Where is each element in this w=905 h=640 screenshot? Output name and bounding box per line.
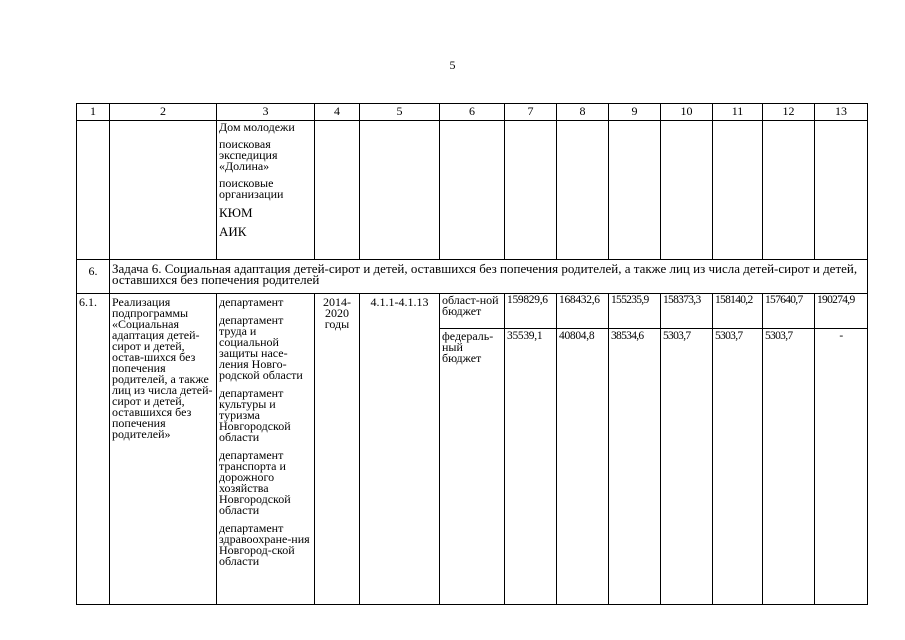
row-divider	[815, 328, 867, 329]
funding-value: 168432,6	[559, 294, 600, 306]
funding-value-cell	[505, 294, 557, 605]
header-cell: 4	[315, 104, 360, 121]
funding-value: 159829,6	[507, 294, 548, 306]
task-row	[77, 260, 868, 294]
funding-value: 155235,9	[611, 294, 649, 306]
header-cell: 11	[713, 104, 763, 121]
organization-item: поисковая экспедиция «Долина»	[219, 137, 278, 173]
funding-value: 5303,7	[765, 330, 793, 342]
row-divider	[713, 328, 762, 329]
funding-value-cell	[609, 294, 661, 605]
table-cell	[713, 121, 763, 260]
table-cell	[661, 121, 713, 260]
funding-value-cell	[815, 294, 868, 605]
funding-value-cell	[661, 294, 713, 605]
indicators-cell: 4.1.1-4.1.13	[360, 294, 440, 605]
header-cell: 3	[217, 104, 315, 121]
table-cell	[360, 121, 440, 260]
row-divider	[763, 328, 814, 329]
header-cell: 8	[557, 104, 609, 121]
period-cell: 2014-2020 годы	[315, 294, 360, 605]
funding-value-cell	[713, 294, 763, 605]
subprogram-row	[77, 294, 868, 605]
funding-value: 5303,7	[663, 330, 691, 342]
funding-value: -	[839, 330, 843, 342]
table-cell	[815, 121, 868, 260]
department-item: департамент труда и социальной защиты насе-ления Новго-родской области	[219, 313, 303, 382]
row-divider	[557, 328, 608, 329]
header-row	[77, 104, 868, 121]
funding-value: 190274,9	[817, 294, 855, 306]
organizations-cell	[217, 121, 315, 260]
departments-cell	[217, 294, 315, 605]
row-divider	[609, 328, 660, 329]
header-cell: 2	[110, 104, 217, 121]
funding-value: 157640,7	[765, 294, 803, 306]
funding-source: област-ной бюджет	[442, 293, 499, 318]
department-item: департамент	[219, 295, 284, 309]
header-cell: 10	[661, 104, 713, 121]
table-cell	[763, 121, 815, 260]
department-item: департамент культуры и туризма Новгородской области	[219, 386, 291, 444]
funding-value: 35539,1	[507, 330, 543, 342]
funding-value: 38534,6	[611, 330, 644, 342]
subprogram-name: Реализация подпрограммы «Социальная адаптация детей-сирот и детей, остав-шихся без попечения родителей, а также лиц из числа детей-сирот и детей, оставшихся без попечения родителей»	[110, 294, 217, 605]
organization-item: АИК	[219, 224, 247, 239]
funding-value-cell	[557, 294, 609, 605]
header-cell: 6	[440, 104, 505, 121]
continuation-row	[77, 121, 868, 260]
organization-item: Дом молодежи	[219, 120, 295, 134]
table-cell	[557, 121, 609, 260]
table-cell	[440, 121, 505, 260]
funding-value: 158373,3	[663, 294, 701, 306]
row-number: 6.1.	[77, 294, 110, 605]
header-cell: 9	[609, 104, 661, 121]
table-cell	[609, 121, 661, 260]
funding-value: 5303,7	[715, 330, 743, 342]
row-divider	[661, 328, 712, 329]
task-title: Задача 6. Социальная адаптация детей-сирот и детей, оставшихся без попечения родителей, а также лиц из числа детей-сирот и детей, оставшихся без попечения родителей	[110, 260, 868, 294]
header-cell: 5	[360, 104, 440, 121]
funding-value-cell	[763, 294, 815, 605]
header-cell: 7	[505, 104, 557, 121]
funding-value: 40804,8	[559, 330, 595, 342]
department-item: департамент здравоохране-ния Новгород-ской области	[219, 521, 310, 568]
funding-source-cell	[440, 294, 505, 605]
row-divider	[505, 328, 556, 329]
table-cell	[77, 121, 110, 260]
organization-item: КЮМ	[219, 205, 253, 220]
header-cell: 1	[77, 104, 110, 121]
program-table	[76, 103, 868, 605]
header-cell: 13	[815, 104, 868, 121]
header-cell: 12	[763, 104, 815, 121]
organization-item: поисковые организации	[219, 176, 284, 201]
table-cell	[505, 121, 557, 260]
table-cell	[110, 121, 217, 260]
funding-source: федераль-ный бюджет	[442, 329, 494, 365]
table-cell	[315, 121, 360, 260]
task-number: 6.	[77, 260, 110, 294]
funding-value: 158140,2	[715, 294, 753, 306]
page-number: 5	[449, 58, 456, 72]
department-item: департамент транспорта и дорожного хозяйства Новгородской области	[219, 448, 291, 517]
